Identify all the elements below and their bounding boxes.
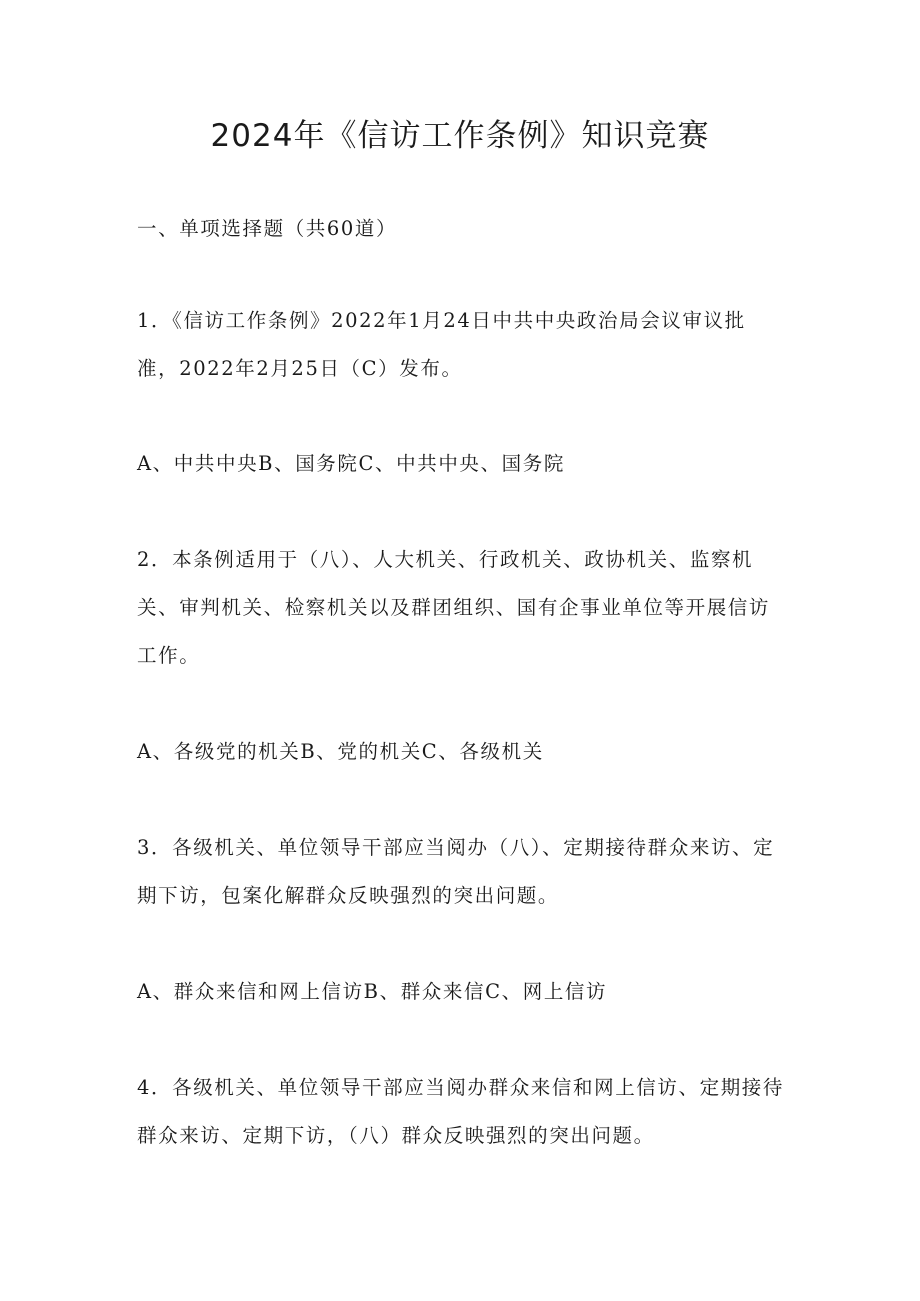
question-4-text: 4．各级机关、单位领导干部应当阅办群众来信和网上信访、定期接待群众来访、定期下访，（八）群众反映强烈的突出问题。: [137, 1076, 785, 1147]
document-title: 2024年《信访工作条例》知识竞赛: [210, 118, 710, 154]
section-heading: 一、单项选择题（共60道）: [137, 217, 398, 240]
question-1-options: A、中共中央B、国务院C、中共中央、国务院: [137, 452, 565, 475]
question-2-text: 2．本条例适用于（八）、人大机关、行政机关、政协机关、监察机关、审判机关、检察机关以及群团组织、国有企事业单位等开展信访工作。: [137, 548, 771, 667]
question-3-options: A、群众来信和网上信访B、群众来信C、网上信访: [137, 980, 608, 1003]
question-3-text: 3．各级机关、单位领导干部应当阅办（八）、定期接待群众来访、定期下访，包案化解群众反映强烈的突出问题。: [137, 836, 775, 907]
question-1-text: 1．《信访工作条例》2022年1月24日中共中央政治局会议审议批准，2022年2月25日（C）发布。: [137, 309, 746, 380]
question-2-options: A、各级党的机关B、党的机关C、各级机关: [137, 740, 544, 763]
